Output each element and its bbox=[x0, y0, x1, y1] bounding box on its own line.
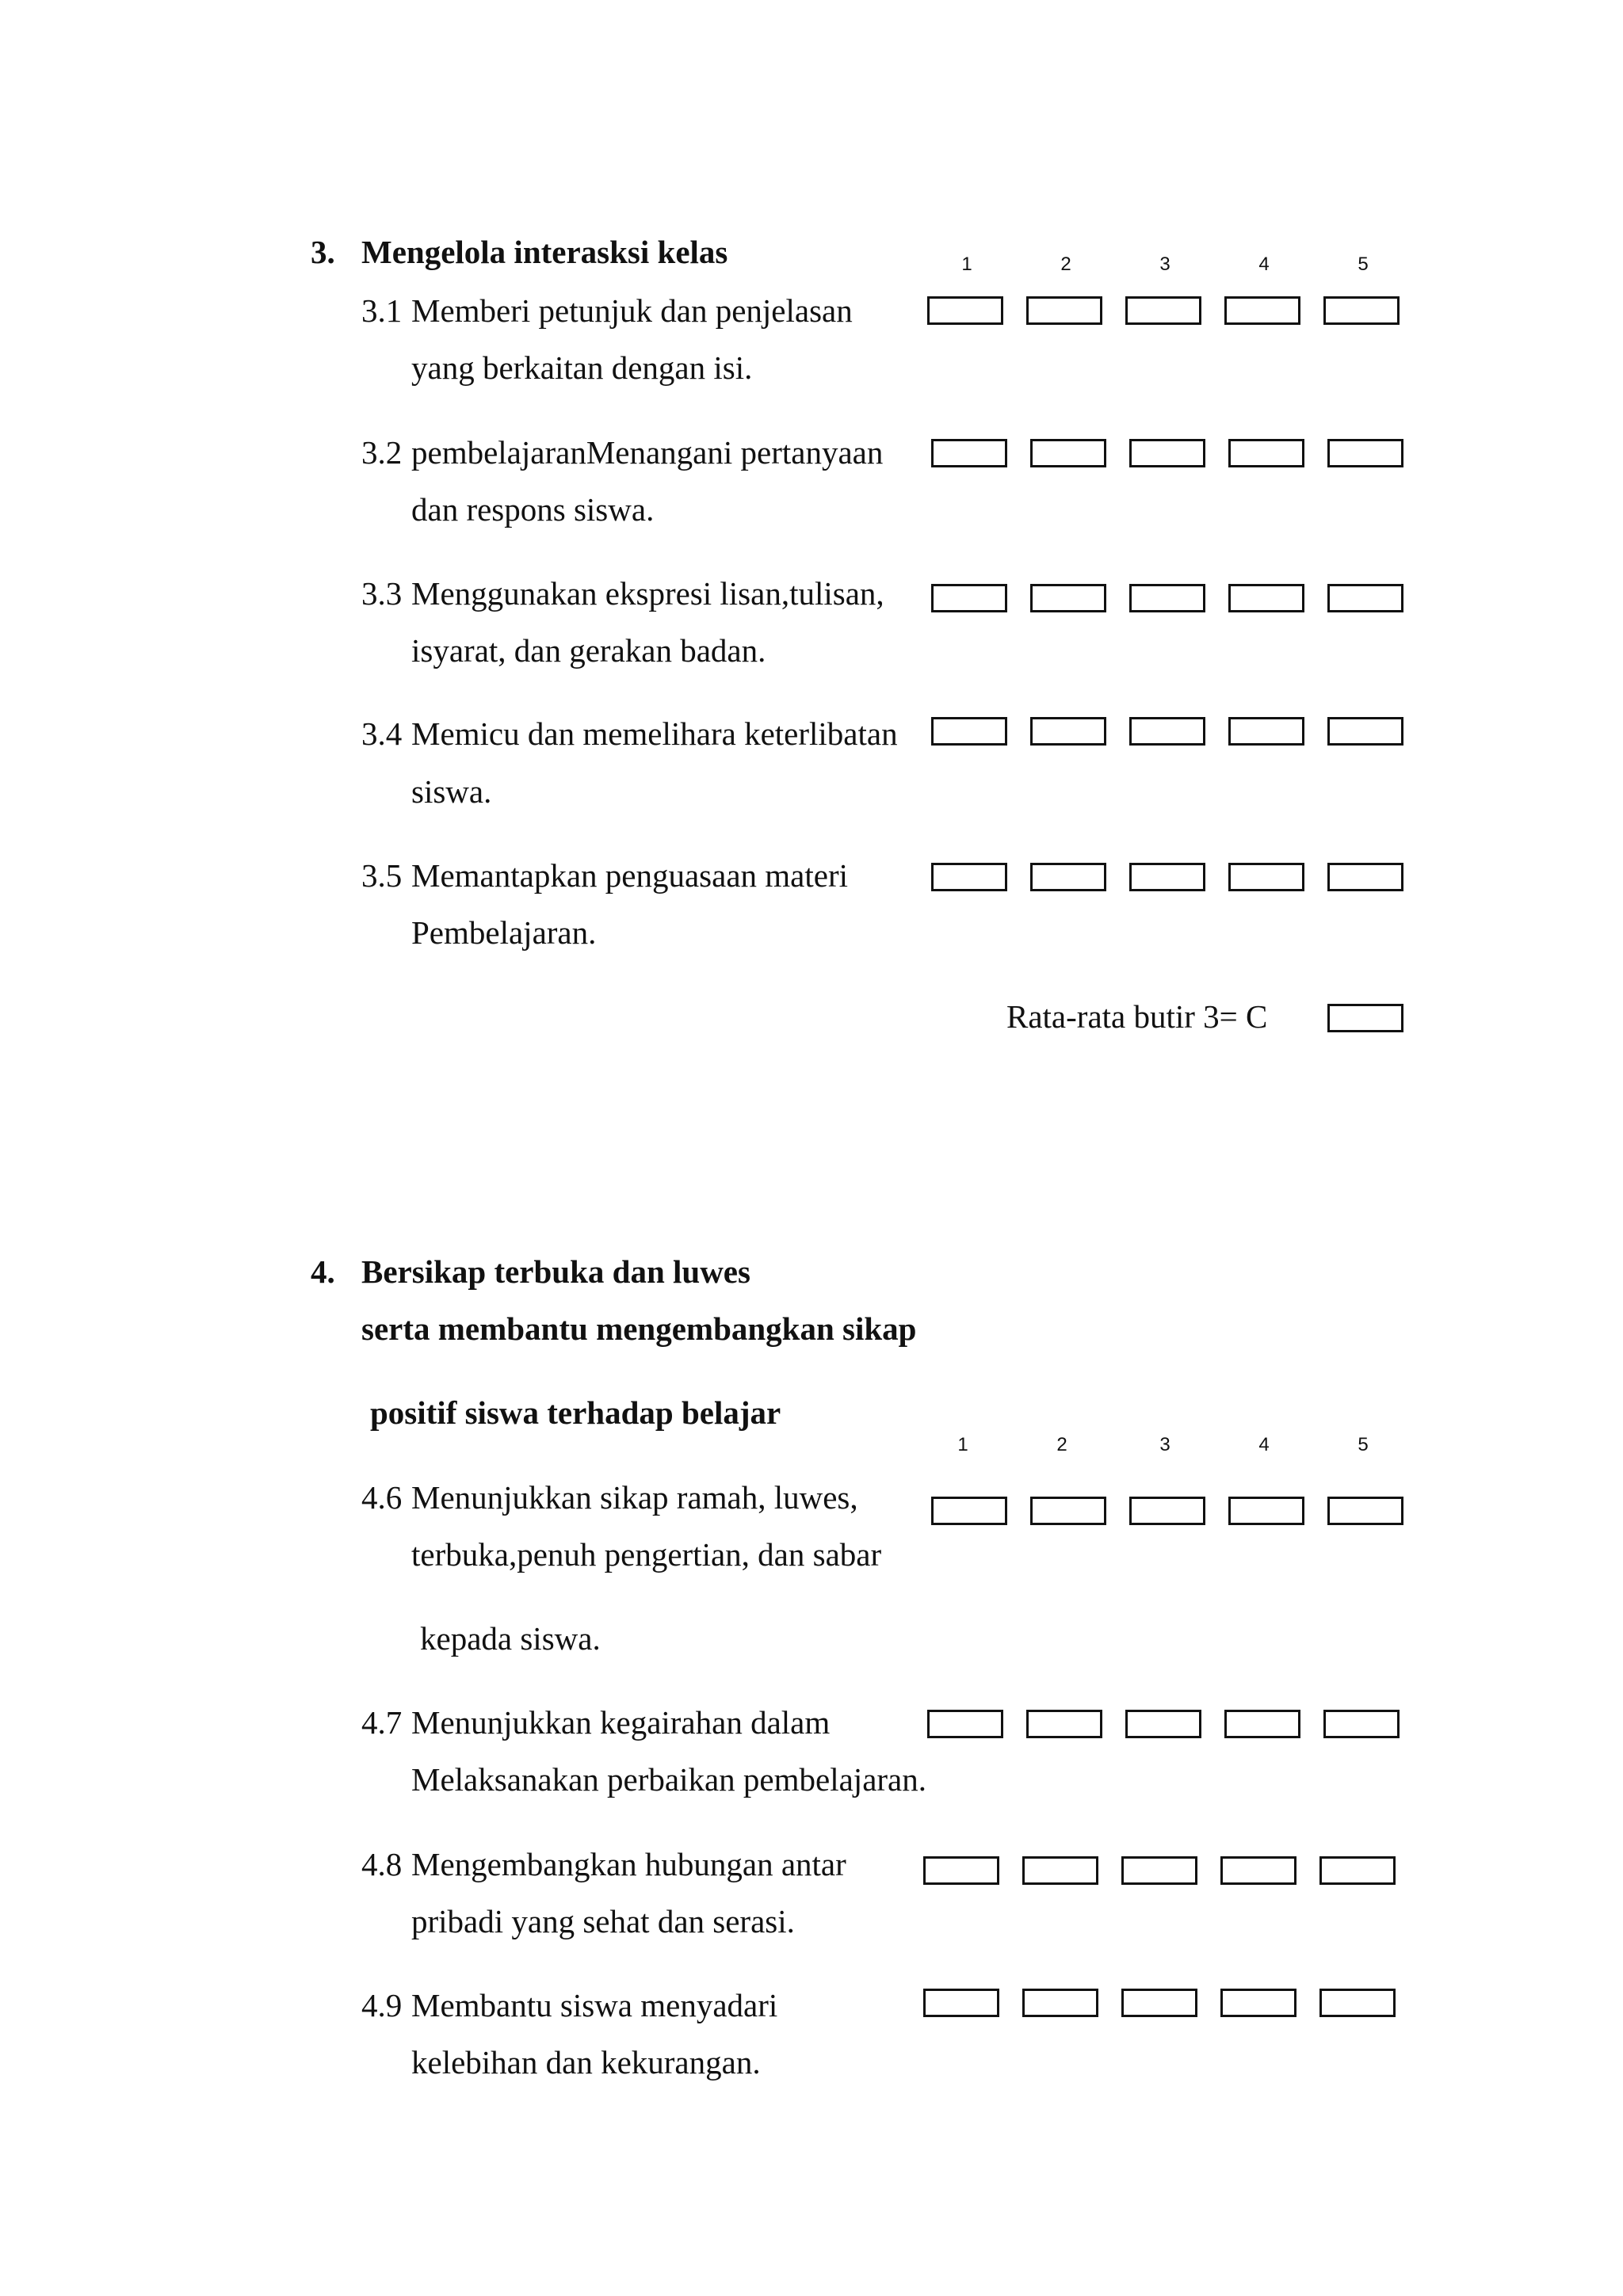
rating-box[interactable] bbox=[1224, 1710, 1300, 1738]
rating-box[interactable] bbox=[1129, 584, 1205, 612]
average-label: Rata-rata butir 3= C bbox=[1006, 998, 1268, 1035]
item-3-5-code: 3.5 bbox=[361, 857, 403, 894]
rating-box[interactable] bbox=[1129, 439, 1205, 467]
rating-box[interactable] bbox=[1228, 863, 1304, 891]
rating-box[interactable] bbox=[1327, 439, 1403, 467]
item-4-6-line2: terbuka,penuh pengertian, dan sabar bbox=[411, 1536, 882, 1573]
item-3-5-line1: Memantapkan penguasaan materi bbox=[411, 857, 848, 894]
item-4-9-code: 4.9 bbox=[361, 1987, 403, 2023]
item-3-3-line2: isyarat, dan gerakan badan. bbox=[411, 632, 766, 669]
rating-box[interactable] bbox=[1022, 1856, 1098, 1885]
rating-box[interactable] bbox=[1327, 1497, 1403, 1525]
rating-box[interactable] bbox=[1030, 584, 1106, 612]
section-4-number: 4. bbox=[311, 1253, 335, 1290]
rating-box[interactable] bbox=[1129, 1497, 1205, 1525]
item-4-6-line1: Menunjukkan sikap ramah, luwes, bbox=[411, 1479, 858, 1516]
rating-box[interactable] bbox=[1129, 717, 1205, 746]
item-4-8-line1: Mengembangkan hubungan antar bbox=[411, 1846, 846, 1882]
item-3-5-line2: Pembelajaran. bbox=[411, 914, 597, 951]
rating-box[interactable] bbox=[1228, 717, 1304, 746]
section-3-number: 3. bbox=[311, 234, 335, 270]
rating-box[interactable] bbox=[1030, 439, 1106, 467]
rating-box[interactable] bbox=[1228, 584, 1304, 612]
item-4-9-line1: Membantu siswa menyadari bbox=[411, 1987, 778, 2023]
rating-box[interactable] bbox=[1323, 296, 1400, 325]
item-3-4-line2: siswa. bbox=[411, 773, 492, 810]
rating-box[interactable] bbox=[927, 1710, 1003, 1738]
rating-box[interactable] bbox=[927, 296, 1003, 325]
section-4-title-line3: positif siswa terhadap belajar bbox=[370, 1394, 781, 1431]
item-4-8-code: 4.8 bbox=[361, 1846, 403, 1882]
rating-box[interactable] bbox=[923, 1989, 999, 2017]
rating-box[interactable] bbox=[1030, 717, 1106, 746]
rating-box[interactable] bbox=[1319, 1856, 1396, 1885]
rating-box[interactable] bbox=[1327, 584, 1403, 612]
rating-box[interactable] bbox=[931, 439, 1007, 467]
item-3-2-code: 3.2 bbox=[361, 434, 403, 471]
item-4-6-code: 4.6 bbox=[361, 1479, 403, 1516]
rating-box[interactable] bbox=[1319, 1989, 1396, 2017]
item-4-9-line2: kelebihan dan kekurangan. bbox=[411, 2044, 761, 2081]
rating-box[interactable] bbox=[1125, 1710, 1201, 1738]
scale-label: 5 bbox=[1358, 254, 1369, 275]
rating-box[interactable] bbox=[1030, 863, 1106, 891]
rating-box[interactable] bbox=[1121, 1856, 1197, 1885]
rating-box[interactable] bbox=[1026, 296, 1102, 325]
section-3-title: Mengelola interasksi kelas bbox=[361, 234, 728, 270]
item-4-8-line2: pribadi yang sehat dan serasi. bbox=[411, 1903, 795, 1939]
item-4-7-line2: Melaksanakan perbaikan pembelajaran. bbox=[411, 1761, 926, 1798]
rating-box[interactable] bbox=[1026, 1710, 1102, 1738]
rating-box[interactable] bbox=[1228, 439, 1304, 467]
scale-label: 3 bbox=[1159, 254, 1170, 275]
rating-box[interactable] bbox=[1022, 1989, 1098, 2017]
rating-box[interactable] bbox=[1121, 1989, 1197, 2017]
rating-box[interactable] bbox=[1129, 863, 1205, 891]
rating-box[interactable] bbox=[931, 863, 1007, 891]
rating-box[interactable] bbox=[1228, 1497, 1304, 1525]
rating-box[interactable] bbox=[1323, 1710, 1400, 1738]
average-box[interactable] bbox=[1327, 1004, 1403, 1032]
item-4-6-line3: kepada siswa. bbox=[420, 1620, 601, 1657]
item-3-1-line2: yang berkaitan dengan isi. bbox=[411, 349, 753, 386]
item-3-2-line2: dan respons siswa. bbox=[411, 491, 655, 528]
section-4-title-line2: serta membantu mengembangkan sikap bbox=[361, 1310, 917, 1347]
scale-label: 2 bbox=[1060, 254, 1071, 275]
rating-box[interactable] bbox=[931, 717, 1007, 746]
scale-label: 5 bbox=[1358, 1434, 1369, 1455]
item-3-1-line1: Memberi petunjuk dan penjelasan bbox=[411, 292, 853, 329]
item-3-4-code: 3.4 bbox=[361, 715, 403, 752]
scale-label: 1 bbox=[957, 1434, 968, 1455]
scale-label: 2 bbox=[1056, 1434, 1067, 1455]
item-3-4-line1: Memicu dan memelihara keterlibatan bbox=[411, 715, 898, 752]
item-3-3-code: 3.3 bbox=[361, 575, 403, 612]
rating-box[interactable] bbox=[1125, 296, 1201, 325]
rating-box[interactable] bbox=[1327, 717, 1403, 746]
item-4-7-line1: Menunjukkan kegairahan dalam bbox=[411, 1704, 831, 1741]
rating-box[interactable] bbox=[1220, 1989, 1296, 2017]
section-4-title-line1: Bersikap terbuka dan luwes bbox=[361, 1253, 750, 1290]
item-3-3-line1: Menggunakan ekspresi lisan,tulisan, bbox=[411, 575, 884, 612]
scale-label: 1 bbox=[961, 254, 972, 275]
rating-box[interactable] bbox=[923, 1856, 999, 1885]
scale-label: 4 bbox=[1258, 254, 1270, 275]
item-4-7-code: 4.7 bbox=[361, 1704, 403, 1741]
rating-box[interactable] bbox=[1327, 863, 1403, 891]
rating-box[interactable] bbox=[931, 584, 1007, 612]
rating-box[interactable] bbox=[1220, 1856, 1296, 1885]
item-3-2-line1: pembelajaranMenangani pertanyaan bbox=[411, 434, 884, 471]
scale-label: 3 bbox=[1159, 1434, 1170, 1455]
rating-box[interactable] bbox=[1224, 296, 1300, 325]
rating-box[interactable] bbox=[931, 1497, 1007, 1525]
rating-box[interactable] bbox=[1030, 1497, 1106, 1525]
scale-label: 4 bbox=[1258, 1434, 1270, 1455]
item-3-1-code: 3.1 bbox=[361, 292, 403, 329]
